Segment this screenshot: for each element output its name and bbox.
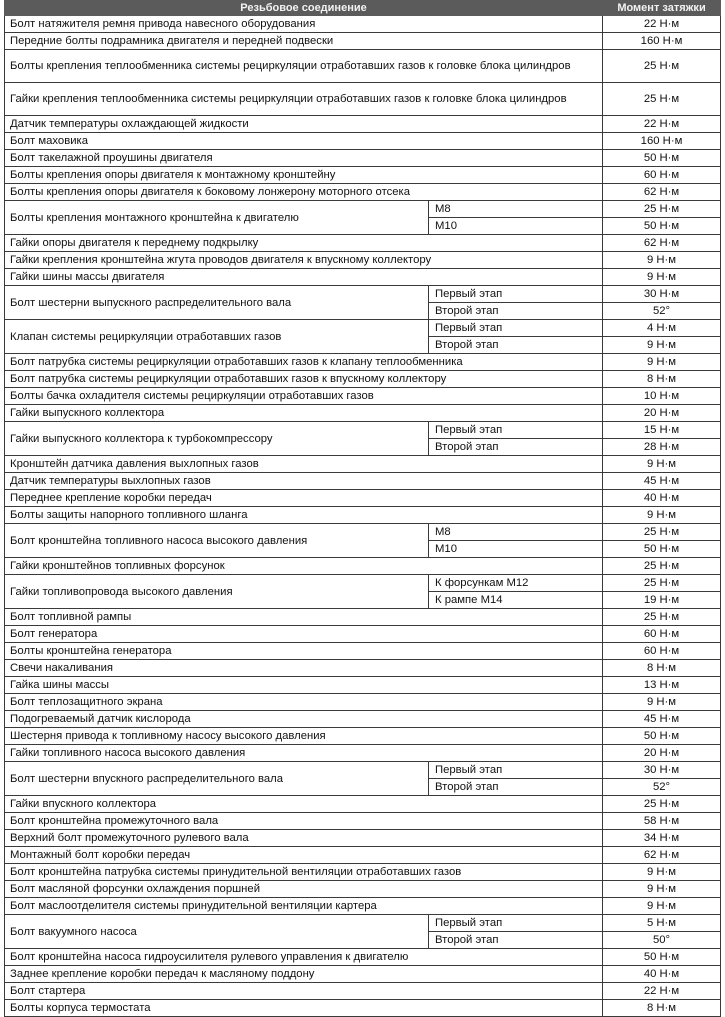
connection-name: Гайки шины массы двигателя xyxy=(5,269,603,286)
torque-value: 8 Н·м xyxy=(603,371,721,388)
torque-spec-sheet xyxy=(4,0,720,1014)
table-row xyxy=(5,252,721,269)
table-row xyxy=(5,864,721,881)
table-row xyxy=(5,116,721,133)
torque-value: 22 Н·м xyxy=(603,16,721,33)
table-row xyxy=(5,813,721,830)
stage-label: Второй этап xyxy=(429,303,603,320)
connection-name: Переднее крепление коробки передач xyxy=(5,490,603,507)
torque-value: 25 Н·м xyxy=(603,575,721,592)
table-row xyxy=(5,269,721,286)
connection-name: Болт теплозащитного экрана xyxy=(5,694,603,711)
torque-value: 13 Н·м xyxy=(603,677,721,694)
stage-label: M8 xyxy=(429,201,603,218)
table-row xyxy=(5,881,721,898)
table-row xyxy=(5,847,721,864)
torque-value: 25 Н·м xyxy=(603,83,721,116)
connection-name: Болты бачка охладителя системы рециркуляции отработавших газов xyxy=(5,388,603,405)
torque-value: 50 Н·м xyxy=(603,218,721,235)
table-row xyxy=(5,575,721,592)
connection-name: Свечи накаливания xyxy=(5,660,603,677)
connection-name: Гайки выпускного коллектора к турбокомпрессору xyxy=(5,422,429,456)
torque-value: 30 Н·м xyxy=(603,762,721,779)
torque-value: 9 Н·м xyxy=(603,864,721,881)
torque-value: 5 Н·м xyxy=(603,915,721,932)
connection-name: Кронштейн датчика давления выхлопных газов xyxy=(5,456,603,473)
table-row xyxy=(5,796,721,813)
connection-name: Датчик температуры выхлопных газов xyxy=(5,473,603,490)
torque-value: 20 Н·м xyxy=(603,745,721,762)
table-row xyxy=(5,949,721,966)
connection-name: Болты крепления монтажного кронштейна к двигателю xyxy=(5,201,429,235)
table-row xyxy=(5,983,721,1000)
connection-name: Болт такелажной проушины двигателя xyxy=(5,150,603,167)
torque-value: 8 Н·м xyxy=(603,660,721,677)
torque-value: 9 Н·м xyxy=(603,456,721,473)
table-row xyxy=(5,150,721,167)
connection-name: Гайки опоры двигателя к переднему подкрылку xyxy=(5,235,603,252)
stage-label: Первый этап xyxy=(429,762,603,779)
torque-value: 9 Н·м xyxy=(603,354,721,371)
torque-value: 50 Н·м xyxy=(603,728,721,745)
torque-value: 22 Н·м xyxy=(603,983,721,1000)
torque-value: 4 Н·м xyxy=(603,320,721,337)
torque-value: 50 Н·м xyxy=(603,541,721,558)
connection-name: Гайка шины массы xyxy=(5,677,603,694)
connection-name: Болт кронштейна патрубка системы принудительной вентиляции отработавших газов xyxy=(5,864,603,881)
connection-name: Клапан системы рециркуляции отработавших газов xyxy=(5,320,429,354)
connection-name: Монтажный болт коробки передач xyxy=(5,847,603,864)
stage-label: К форсункам M12 xyxy=(429,575,603,592)
connection-name: Болт вакуумного насоса xyxy=(5,915,429,949)
table-row xyxy=(5,728,721,745)
connection-name: Болт шестерни впускного распределительного вала xyxy=(5,762,429,796)
table-row xyxy=(5,745,721,762)
connection-name: Болт патрубка системы рециркуляции отработавших газов к клапану теплообменника xyxy=(5,354,603,371)
connection-name: Болты защиты напорного топливного шланга xyxy=(5,507,603,524)
table-row xyxy=(5,660,721,677)
torque-value: 40 Н·м xyxy=(603,490,721,507)
table-header-row xyxy=(5,1,721,16)
table-row xyxy=(5,643,721,660)
connection-name: Болт натяжителя ремня привода навесного оборудования xyxy=(5,16,603,33)
table-row xyxy=(5,1000,721,1017)
table-row xyxy=(5,626,721,643)
torque-value: 160 Н·м xyxy=(603,33,721,50)
table-row xyxy=(5,133,721,150)
connection-name: Гайки крепления кронштейна жгута проводов двигателя к впускному коллектору xyxy=(5,252,603,269)
torque-value: 60 Н·м xyxy=(603,167,721,184)
connection-name: Болты корпуса термостата xyxy=(5,1000,603,1017)
table-row xyxy=(5,167,721,184)
torque-value: 9 Н·м xyxy=(603,269,721,286)
torque-value: 22 Н·м xyxy=(603,116,721,133)
torque-value: 45 Н·м xyxy=(603,711,721,728)
connection-name: Болт масляной форсунки охлаждения поршней xyxy=(5,881,603,898)
torque-value: 50 Н·м xyxy=(603,949,721,966)
table-row xyxy=(5,694,721,711)
stage-label: Первый этап xyxy=(429,286,603,303)
torque-value: 25 Н·м xyxy=(603,609,721,626)
torque-value: 25 Н·м xyxy=(603,558,721,575)
header-connection: Резьбовое соединение xyxy=(5,1,603,16)
table-row xyxy=(5,83,721,116)
connection-name: Болт стартера xyxy=(5,983,603,1000)
table-row xyxy=(5,371,721,388)
torque-value: 9 Н·м xyxy=(603,507,721,524)
connection-name: Гайки топливного насоса высокого давления xyxy=(5,745,603,762)
connection-name: Болт шестерни выпускного распределительного вала xyxy=(5,286,429,320)
table-row xyxy=(5,762,721,779)
connection-name: Подогреваемый датчик кислорода xyxy=(5,711,603,728)
table-row xyxy=(5,33,721,50)
connection-name: Болт маховика xyxy=(5,133,603,150)
torque-value: 20 Н·м xyxy=(603,405,721,422)
connection-name: Болт кронштейна топливного насоса высокого давления xyxy=(5,524,429,558)
table-row xyxy=(5,915,721,932)
connection-name: Болт генератора xyxy=(5,626,603,643)
table-row xyxy=(5,524,721,541)
connection-name: Шестерня привода к топливному насосу высокого давления xyxy=(5,728,603,745)
torque-value: 52° xyxy=(603,303,721,320)
torque-value: 9 Н·м xyxy=(603,337,721,354)
connection-name: Передние болты подрамника двигателя и передней подвески xyxy=(5,33,603,50)
stage-label: Первый этап xyxy=(429,915,603,932)
connection-name: Гайки кронштейнов топливных форсунок xyxy=(5,558,603,575)
torque-value: 25 Н·м xyxy=(603,524,721,541)
connection-name: Болт маслоотделителя системы принудительной вентиляции картера xyxy=(5,898,603,915)
stage-label: M10 xyxy=(429,541,603,558)
connection-name: Гайки выпускного коллектора xyxy=(5,405,603,422)
torque-value: 19 Н·м xyxy=(603,592,721,609)
table-row xyxy=(5,898,721,915)
torque-value: 160 Н·м xyxy=(603,133,721,150)
table-row xyxy=(5,388,721,405)
table-body xyxy=(5,16,721,1017)
connection-name: Верхний болт промежуточного рулевого вала xyxy=(5,830,603,847)
torque-value: 25 Н·м xyxy=(603,201,721,218)
torque-value: 15 Н·м xyxy=(603,422,721,439)
connection-name: Заднее крепление коробки передач к масляному поддону xyxy=(5,966,603,983)
torque-value: 9 Н·м xyxy=(603,694,721,711)
stage-label: Второй этап xyxy=(429,932,603,949)
connection-name: Гайки впускного коллектора xyxy=(5,796,603,813)
connection-name: Болт кронштейна промежуточного вала xyxy=(5,813,603,830)
torque-value: 58 Н·м xyxy=(603,813,721,830)
table-row xyxy=(5,286,721,303)
torque-value: 50 Н·м xyxy=(603,150,721,167)
table-row xyxy=(5,320,721,337)
torque-value: 45 Н·м xyxy=(603,473,721,490)
table-row xyxy=(5,405,721,422)
torque-value: 9 Н·м xyxy=(603,252,721,269)
stage-label: Второй этап xyxy=(429,337,603,354)
table-row xyxy=(5,50,721,83)
table-row xyxy=(5,507,721,524)
stage-label: M8 xyxy=(429,524,603,541)
torque-value: 25 Н·м xyxy=(603,50,721,83)
torque-value: 52° xyxy=(603,779,721,796)
torque-value: 50° xyxy=(603,932,721,949)
connection-name: Болт топливной рампы xyxy=(5,609,603,626)
table-row xyxy=(5,609,721,626)
table-row xyxy=(5,830,721,847)
table-row xyxy=(5,235,721,252)
connection-name: Болт кронштейна насоса гидроусилителя рулевого управления к двигателю xyxy=(5,949,603,966)
table-row xyxy=(5,184,721,201)
table-row xyxy=(5,677,721,694)
table-row xyxy=(5,354,721,371)
torque-value: 40 Н·м xyxy=(603,966,721,983)
torque-value: 28 Н·м xyxy=(603,439,721,456)
connection-name: Гайки топливопровода высокого давления xyxy=(5,575,429,609)
connection-name: Болты кронштейна генератора xyxy=(5,643,603,660)
torque-value: 60 Н·м xyxy=(603,643,721,660)
torque-value: 62 Н·м xyxy=(603,184,721,201)
torque-value: 34 Н·м xyxy=(603,830,721,847)
table-row xyxy=(5,201,721,218)
connection-name: Болты крепления опоры двигателя к монтажному кронштейну xyxy=(5,167,603,184)
torque-table xyxy=(4,0,721,1017)
connection-name: Гайки крепления теплообменника системы рециркуляции отработавших газов к головке блока цилиндров xyxy=(5,83,603,116)
torque-value: 8 Н·м xyxy=(603,1000,721,1017)
torque-value: 9 Н·м xyxy=(603,881,721,898)
torque-value: 62 Н·м xyxy=(603,235,721,252)
torque-value: 9 Н·м xyxy=(603,898,721,915)
table-row xyxy=(5,473,721,490)
table-row xyxy=(5,711,721,728)
table-row xyxy=(5,966,721,983)
header-torque: Момент затяжки xyxy=(603,1,721,16)
torque-value: 60 Н·м xyxy=(603,626,721,643)
connection-name: Болты крепления теплообменника системы рециркуляции отработавших газов к головке блока цилиндров xyxy=(5,50,603,83)
connection-name: Болты крепления опоры двигателя к боковому лонжерону моторного отсека xyxy=(5,184,603,201)
connection-name: Датчик температуры охлаждающей жидкости xyxy=(5,116,603,133)
stage-label: M10 xyxy=(429,218,603,235)
connection-name: Болт патрубка системы рециркуляции отработавших газов к впускному коллектору xyxy=(5,371,603,388)
torque-value: 30 Н·м xyxy=(603,286,721,303)
table-row xyxy=(5,422,721,439)
stage-label: К рампе M14 xyxy=(429,592,603,609)
table-row xyxy=(5,490,721,507)
table-row xyxy=(5,558,721,575)
stage-label: Первый этап xyxy=(429,320,603,337)
torque-value: 10 Н·м xyxy=(603,388,721,405)
torque-value: 62 Н·м xyxy=(603,847,721,864)
torque-value: 25 Н·м xyxy=(603,796,721,813)
stage-label: Первый этап xyxy=(429,422,603,439)
table-row xyxy=(5,16,721,33)
stage-label: Второй этап xyxy=(429,779,603,796)
table-row xyxy=(5,456,721,473)
stage-label: Второй этап xyxy=(429,439,603,456)
